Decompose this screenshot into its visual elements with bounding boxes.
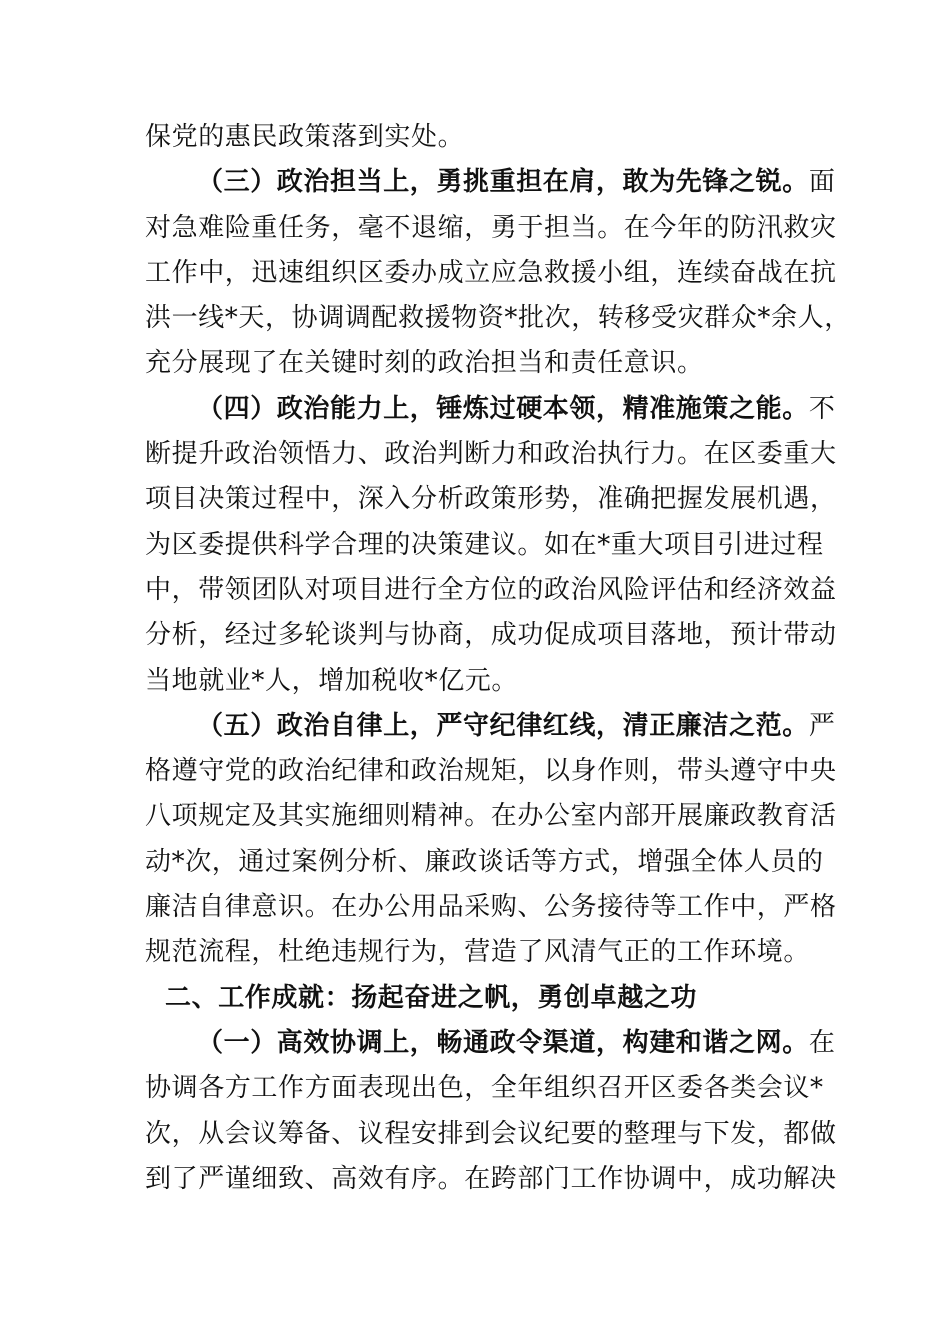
text-line: 次，从会议筹备、议程安排到会议纪要的整理与下发，都做 bbox=[145, 1118, 837, 1149]
text-line: 协调各方工作方面表现出色，全年组织召开区委各类会议* bbox=[145, 1073, 824, 1104]
paragraph-5-lead: （五）政治自律上，严守纪律红线，清正廉洁之范。 bbox=[197, 710, 809, 741]
text-line: 分析，经过多轮谈判与协商，成功促成项目落地，预计带动 bbox=[145, 620, 837, 651]
paragraph-1-first-rest: 在 bbox=[808, 1027, 836, 1058]
paragraph-3-first-rest: 面 bbox=[808, 167, 836, 198]
text-line: 八项规定及其实施细则精神。在办公室内部开展廉政教育活 bbox=[145, 801, 837, 832]
text-line: 保党的惠民政策落到实处。 bbox=[145, 122, 465, 152]
paragraph-5-first-rest: 严 bbox=[808, 710, 836, 741]
paragraph-4-first-line bbox=[145, 387, 836, 432]
text-line: 充分展现了在关键时刻的政治担当和责任意识。 bbox=[145, 348, 704, 379]
paragraph-3-first-line bbox=[145, 160, 836, 205]
text-line: 当地就业*人，增加税收*亿元。 bbox=[145, 665, 519, 696]
text-line: 洪一线*天，协调调配救援物资*批次，转移受灾群众*余人， bbox=[145, 303, 851, 334]
text-line: 到了严谨细致、高效有序。在跨部门工作协调中，成功解决 bbox=[145, 1163, 837, 1194]
text-line: 格遵守党的政治纪律和政治规矩，以身作则，带头遵守中央 bbox=[145, 756, 837, 787]
text-line: 断提升政治领悟力、政治判断力和政治执行力。在区委重大 bbox=[145, 439, 837, 470]
text-line: 廉洁自律意识。在办公用品采购、公务接待等工作中，严格 bbox=[145, 892, 837, 923]
paragraph-1-lead: （一）高效协调上，畅通政令渠道，构建和谐之网。 bbox=[197, 1027, 809, 1058]
paragraph-5-first-line bbox=[145, 704, 836, 749]
text-line: 为区委提供科学合理的决策建议。如在*重大项目引进过程 bbox=[145, 529, 824, 560]
paragraph-1-first-line bbox=[145, 1021, 836, 1066]
text-line: 项目决策过程中，深入分析政策形势，准确把握发展机遇， bbox=[145, 484, 837, 515]
text-line: 规范流程，杜绝违规行为，营造了风清气正的工作环境。 bbox=[145, 937, 811, 968]
text-line: 动*次，通过案例分析、廉政谈话等方式，增强全体人员的 bbox=[145, 846, 824, 877]
paragraph-3-lead: （三）政治担当上，勇挑重担在肩，敢为先锋之锐。 bbox=[197, 167, 809, 198]
section-heading: 二、工作成就：扬起奋进之帆，勇创卓越之功 bbox=[165, 982, 698, 1013]
text-line: 工作中，迅速组织区委办成立应急救援小组，连续奋战在抗 bbox=[145, 257, 837, 288]
body-text bbox=[145, 115, 851, 1202]
paragraph-4-first-rest: 不 bbox=[808, 393, 836, 424]
text-line: 中，带领团队对项目进行全方位的政治风险评估和经济效益 bbox=[145, 574, 837, 605]
paragraph-4-lead: （四）政治能力上，锤炼过硬本领，精准施策之能。 bbox=[197, 393, 809, 424]
text-line: 对急难险重任务，毫不退缩，勇于担当。在今年的防汛救灾 bbox=[145, 212, 837, 243]
